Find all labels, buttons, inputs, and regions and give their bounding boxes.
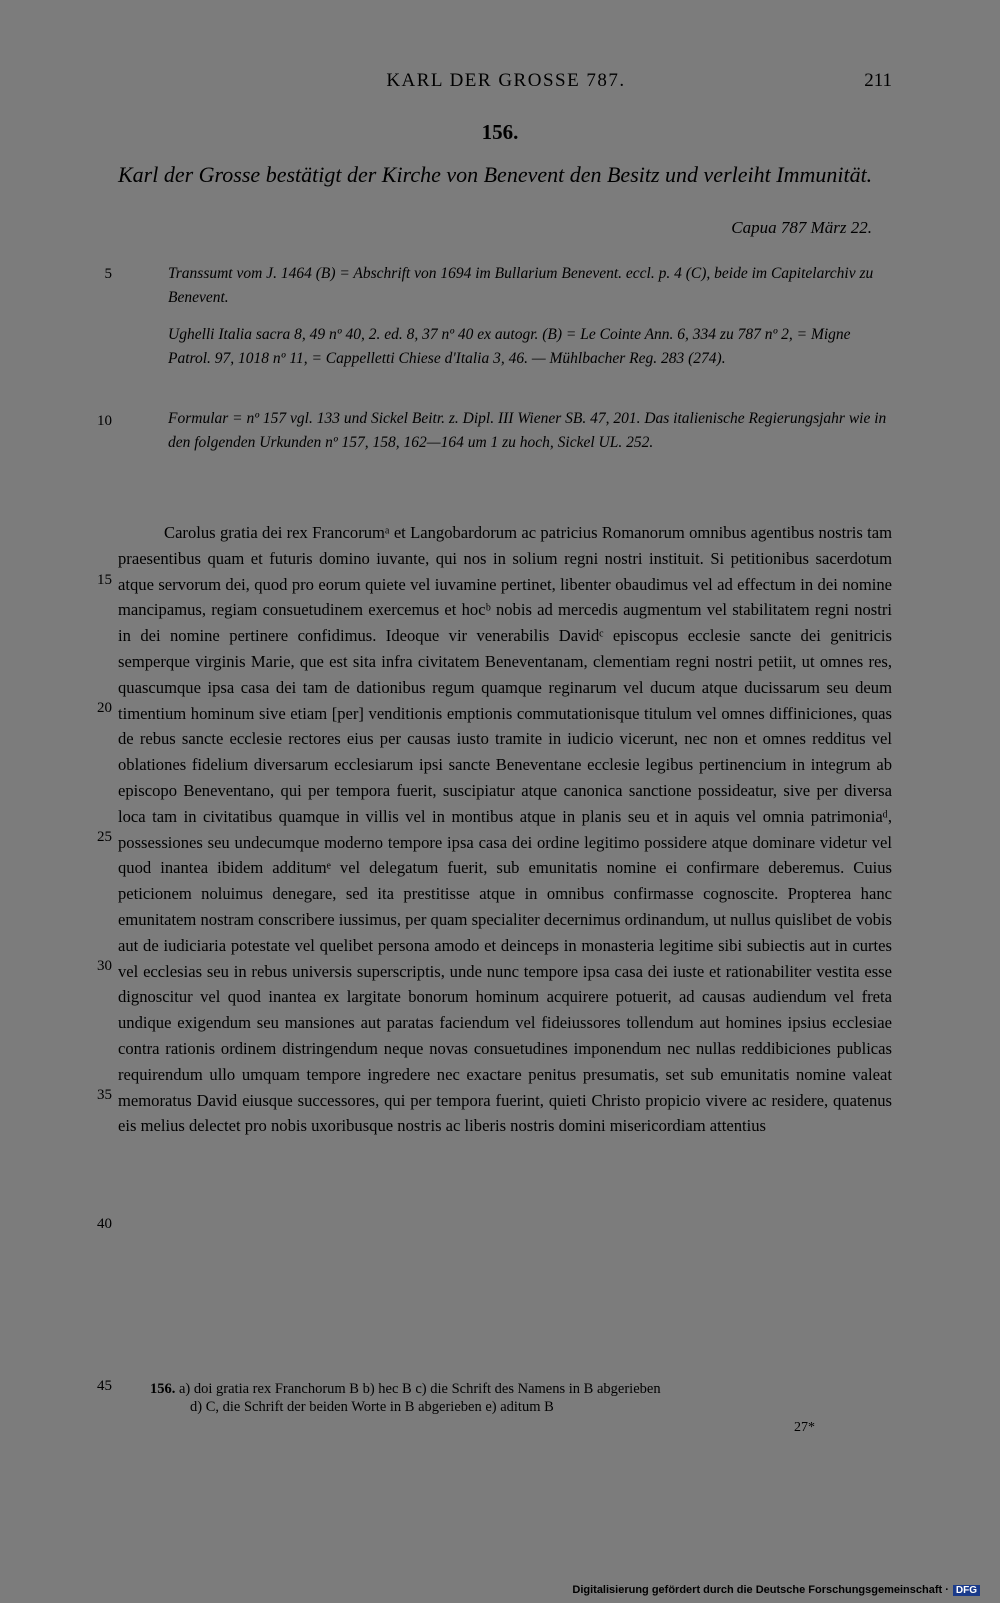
dfg-logo: DFG: [953, 1585, 980, 1596]
line-number: 15: [97, 572, 112, 588]
editions-note: Ughelli Italia sacra 8, 49 nº 40, 2. ed. 8, 37 nº 40 ex autogr. (B) = Le Cointe Ann. 6, 334 zu 787 nº 2, = Migne Patrol. 97, 1018 nº 11, = Cappelletti Chiese d'Italia 3, 46. — Mühlbacher Reg. 283 (274).: [168, 326, 851, 367]
regest: Karl der Grosse bestätigt der Kirche von Benevent den Besitz und verleiht Immunität.: [118, 162, 873, 187]
running-title: KARL DER GROSSE 787.: [386, 70, 626, 91]
footnotes: [150, 1380, 892, 1416]
place-date: Capua 787 März 22.: [731, 218, 872, 237]
tradition-note: Transsumt vom J. 1464 (B) = Abschrift von 1694 im Bullarium Benevent. eccl. p. 4 (C), beide im Capitelarchiv zu Benevent.: [168, 265, 874, 306]
line-number: 5: [104, 266, 112, 282]
footnote-text: a) doi gratia rex Franchorum B b) hec B c) die Schrift des Namens in B abgerieben: [179, 1381, 661, 1397]
charter-text: [118, 520, 892, 1139]
footnote-row: [150, 1380, 892, 1398]
line-number: 20: [97, 700, 112, 716]
page-number: 211: [864, 70, 892, 91]
line-number: 40: [97, 1216, 112, 1232]
footnote-text: d) C, die Schrift der beiden Worte in B abgerieben e) aditum B: [190, 1399, 554, 1415]
line-number: 10: [97, 413, 112, 429]
line-number: 30: [97, 958, 112, 974]
document-number: 156.: [481, 120, 519, 144]
line-number: 35: [97, 1087, 112, 1103]
line-number: 25: [97, 829, 112, 845]
charter-paragraph: Carolus gratia dei rex Francorumᵃ et Langobardorum ac patricius Romanorum omnibus agentibus nostris tam praesentibus quam et futuris domino iuvante, qui nos in solium regni nostri instituit. Si petitionibus sacerdotum atque servorum dei, quod pro eorum quiete vel iuvamine pertinet, libenter obaudimus vel ad effectum in dei nomine mancipamus, regiam consuetudinem exercemus et hocᵇ nobis ad mercedis augmentum vel stabilitatem regni nostri in dei nomine pertinere confidimus. Ideoque vir venerabilis Davidᶜ episcopus ecclesie sancte dei genitricis semperque virginis Marie, que est sita infra civitatem Beneventanam, clementiam regni nostri petiit, ut omnes res, quascumque ipsa casa dei tam de dationibus regum quamque reginarum vel ducum atque ducissarum seu deum timentium hominum sive etiam [per] venditionis emptionis commutationisque titulum vel omnes diffiniciones, quas de rebus sancte ecclesie rectores eius per causas iusto tramite in iudicio vicerunt, nec non et omnes redditus vel oblationes fidelium diversarum ecclesiarum ipsi sancte Beneventane ecclesie legibus pertinencium in integrum ab episcopo Beneventano, qui per tempora fuerit, suscipiatur atque canonica sanctione possideatur, sive per diversa loca tam in civitatibus quamque in villis vel in montibus atque in planis seu et in aquis vel omnia patrimoniaᵈ, possessiones seu undecumque moderno tempore ipsa casa dei ordine legitimo possidere atque dominare videtur vel quod inantea ibidem additumᵉ vel delegatum fuerit, sub emunitatis nomine ei confirmare deberemus. Cuius peticionem noluimus denegare, sed ita prestitisse atque in omnibus confirmasse cognoscite. Propterea hanc emunitatem nostram conscribere iussimus, per quam specialiter decernimus ordinandum, ut nullus quislibet de vobis aut de iudiciaria potestate vel quelibet persona amodo et deinceps in monasteria legitime sibi subiectis aut in curtes vel ecclesias seu in rebus universis superscriptis, unde nunc tempore ipsa casa dei iuste et rationabiliter vestita esse dignoscitur vel quod inantea ex largitate bonorum hominum acquirere potuerit, ad causas audiendum vel freta undique exigendum seu mansiones aut paratas faciendum vel fideiussores tollendum aut homines ipsius ecclesiae contra rationis ordinem distringendum neque novas consuetudines imponendum nec nullas reddibiciones publicas requirendum ullo umquam tempore ingredere nec exactare penitus presumatis, set sub emunitatis nomine valeat memoratus David eiusque successores, qui per tempora fuerint, quieti Christo propicio vivere ac residere, quatenus eis melius delectet pro nobis uxoribusque nostris ac liberis nostris domini misericordiam attentius: [118, 523, 892, 1136]
footnote-ref: 156.: [150, 1381, 176, 1397]
funding-text: Digitalisierung gefördert durch die Deutsche Forschungsgemeinschaft ·: [572, 1584, 949, 1596]
line-number: 45: [97, 1378, 112, 1394]
formular-note: Formular = nº 157 vgl. 133 und Sickel Beitr. z. Dipl. III Wiener SB. 47, 201. Das italienische Regierungsjahr wie in den folgenden Urkunden nº 157, 158, 162—164 um 1 zu hoch, Sickel UL. 252.: [168, 410, 887, 451]
funding-banner: [572, 1584, 980, 1596]
sheet-signature: 27*: [794, 1420, 815, 1435]
